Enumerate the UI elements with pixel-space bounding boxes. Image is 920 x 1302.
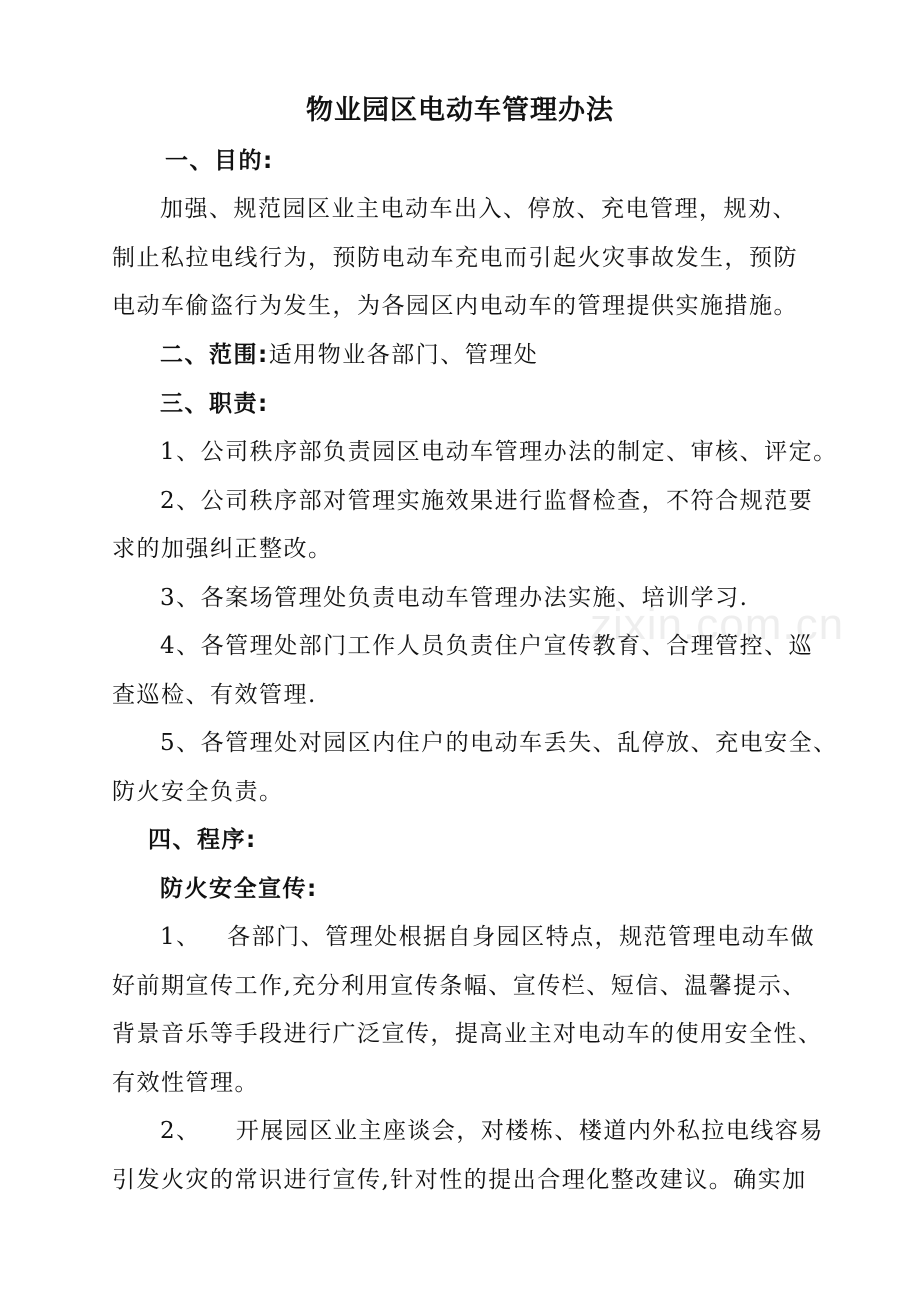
- duty-line: 求的加强纠正整改。: [112, 536, 333, 562]
- scope-text: 适用物业各部门、管理处: [268, 342, 539, 368]
- section-heading-scope: 二、范围:: [160, 342, 269, 368]
- procedure-line: 有效性管理。: [112, 1070, 259, 1096]
- duty-line: 3、各案场管理处负责电动车管理办法实施、培训学习.: [160, 585, 749, 611]
- procedure-line: 2、 开展园区业主座谈会，对楼栋、楼道内外私拉电线容易: [160, 1118, 824, 1144]
- procedure-line: 引发火灾的常识进行宣传,针对性的提出合理化整改建议。确实加: [112, 1167, 807, 1193]
- procedure-line: 好前期宣传工作,充分利用宣传条幅、宣传栏、短信、温馨提示、: [112, 973, 807, 999]
- section-heading-procedure: 四、程序:: [148, 827, 257, 853]
- procedure-line: 背景音乐等手段进行广泛宣传，提高业主对电动车的使用安全性、: [112, 1021, 823, 1047]
- procedure-subheading: 防火安全宣传:: [160, 876, 318, 902]
- purpose-line: 加强、规范园区业主电动车出入、停放、充电管理，规劝、: [160, 196, 797, 222]
- duty-line: 查巡检、有效管理.: [112, 682, 317, 708]
- purpose-line: 电动车偷盗行为发生，为各园区内电动车的管理提供实施措施。: [112, 293, 798, 319]
- procedure-line: 1、 各部门、管理处根据自身园区特点，规范管理电动车做: [160, 924, 816, 950]
- purpose-line: 制止私拉电线行为，预防电动车充电而引起火灾事故发生，预防: [112, 245, 798, 271]
- scope-row: [160, 340, 538, 370]
- duty-line: 5、各管理处对园区内住户的电动车丢失、乱停放、充电安全、: [160, 730, 838, 756]
- section-heading-purpose: 一、目的:: [165, 148, 274, 174]
- duty-line: 2、公司秩序部对管理实施效果进行监督检查，不符合规范要: [160, 488, 814, 514]
- duty-line: 防火安全负责。: [112, 779, 284, 805]
- duty-line: 1、公司秩序部负责园区电动车管理办法的制定、审核、评定。: [160, 439, 838, 465]
- document-title: 物业园区电动车管理办法: [306, 95, 614, 126]
- section-heading-duties: 三、职责:: [160, 391, 269, 417]
- watermark: zixin.com.cn: [590, 600, 845, 649]
- duty-line: 4、各管理处部门工作人员负责住户宣传教育、合理管控、巡: [160, 633, 814, 659]
